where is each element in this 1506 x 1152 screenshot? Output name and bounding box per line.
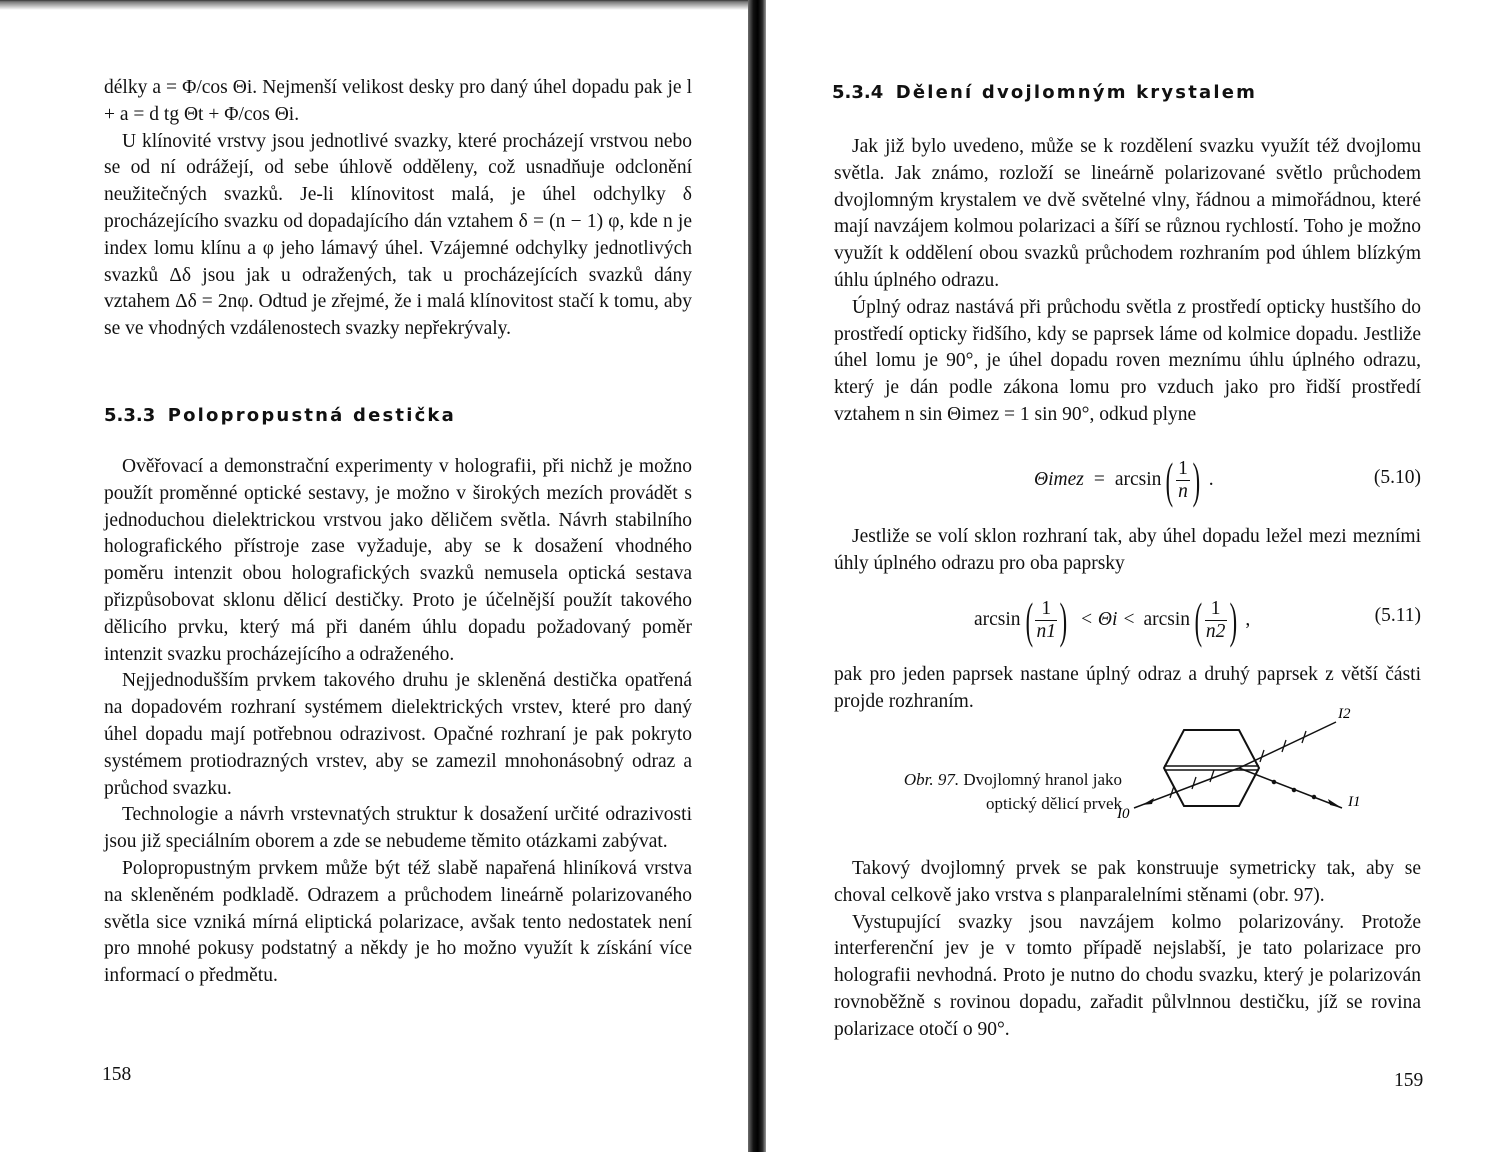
left-paragraph-2: U klínovité vrstvy jsou jednotlivé svazky, které procházejí vrstvou nebo se od ní odrážejí, od sebe úhlově odděleny, což usnadňuje odclonění neužitečných svazků. Je-li klínovitost malá, je úhel odchylky δ procházejícího svazku od dopadajícího dán vztahem δ = (n − 1) φ, kde n je index lomu klínu a φ jeho lámavý úhel. Vzájemné odchylky jednotlivých svazků Δδ jsou jak u odražených, tak u procházejících svazků dány vztahem Δδ = 2nφ. Odtud je zřejmé, že i malá klínovitost stačí k tomu, aby se ve vhodných vzdálenostech svazky nepřekrývaly. — [104, 130, 692, 340]
eq-denominator-1: n1 — [1036, 620, 1056, 642]
birefringent-prism-diagram — [1114, 700, 1414, 830]
label-incident: I0 — [1117, 806, 1130, 822]
figure-caption-label: Obr. 97. — [903, 770, 960, 789]
eq-lhs: Θimez — [1034, 469, 1084, 490]
eq-middle: < Θi < — [1079, 609, 1136, 630]
section-title: Polopropustná destička — [167, 405, 456, 426]
section-title: Dělení dvojlomným krystalem — [895, 82, 1258, 103]
figure-97 — [834, 700, 1421, 830]
eq-fn: arcsin — [1114, 469, 1162, 490]
eq-numerator-1: 1 — [1041, 597, 1052, 619]
left-text-top — [104, 75, 692, 343]
transmitted-arrow-icon — [1328, 799, 1342, 808]
equation-5-10-body: Θimez = arcsin ( $\frac{1}{n}$ ) . — [1034, 452, 1214, 508]
figure-caption — [882, 768, 1122, 816]
right-text-middle — [834, 524, 1421, 578]
section-number: 5.3.3 — [104, 405, 156, 426]
reflected-ray — [1239, 722, 1336, 768]
equation-label-5-10: (5.10) — [1373, 467, 1421, 488]
left-section-paragraph-1: Ověřovací a demonstrační experimenty v holografii, při nichž je možno použít proměnné optické sestavy, je možno v širokých mezích provádět s jednoduchou dielektrickou vrstvou jako děličem světla. Návrh stabilního holografického přístroje zase vyžaduje, aby se k dosažení vhodného poměru intenzit obou holografických svazků nemusela optická sestava přizpůsobovat sklonu dělicí destičky. Proto je účelnější použít takového dělicího prvku, který má při daném úhlu dopadu požadovaný poměr intenzit svazku procházejícího a odraženého. — [104, 456, 692, 665]
right-paragraph-6: Vystupující svazky jsou navzájem kolmo polarizovány. Protože interferenční jev je v tomto případě nejslabší, je tato polarizace pro holografii nevhodná. Proto je nutno do chodu svazku, který je polarizován rovnoběžně s rovinou dopadu, zařadit půlvlnnou destičku, jíž se rovina polarizace otočí o 90°. — [834, 911, 1421, 1040]
eq-numerator: 1 — [1178, 457, 1188, 479]
label-transmitted: I1 — [1348, 794, 1361, 810]
section-heading-5-3-3 — [104, 405, 456, 426]
eq-numerator-2: 1 — [1210, 597, 1221, 619]
left-text-section — [104, 454, 692, 990]
right-paragraph-1: Jak již bylo uvedeno, může se k rozdělení svazku využít též dvojlomu světla. Jak známo, rozloží se lineárně polarizované světlo průchodem dvojlomným krystalem ve dvě světelné vlny, řádnou a mimořádnou, které mají navzájem kolmou polarizaci a šíří se různou rychlostí. Toho je možno využít k oddělení obou svazků průchodem rozhraním pod úhlem blízkým úhlu úplného odrazu. — [834, 136, 1421, 291]
figure-caption-text: Dvojlomný hranol jako optický dělicí prvek — [963, 770, 1122, 813]
left-section-paragraph-2: Nejjednodušším prvkem takového druhu je skleněná destička opatřená na dopadovém rozhraní systémem dielektrických vrstev, které pro daný úhel dopadu mají potřebnou odrazivost. Opačné rozhraní je pak pokryto systémem protiodrazných vrstev, aby se zamezil mnohonásobný odraz a průchod svazku. — [104, 670, 692, 799]
page-number-right: 159 — [1394, 1070, 1424, 1091]
equation-5-11-body: arcsin ( $\frac{1}{n1}$ ) < Θi < arcsin ( $\frac{1}{n2}$ ) , — [974, 592, 1251, 648]
eq-denominator: n — [1178, 480, 1188, 502]
equation-5-11 — [834, 585, 1421, 655]
right-text-intro — [834, 134, 1421, 429]
right-paragraph-2: Úplný odraz nastává při průchodu světla z prostředí opticky hustšího do prostředí opticky řidšího, kdy se paprsek láme od kolmice dopadu. Jestliže úhel lomu je 90°, je úhel dopadu roven meznímu úhlu úplného odrazu, který je dán podle zákona lomu pro vzduch jako pro řidší prostředí vztahem n sin Θimez = 1 sin 90°, odkud plyne — [834, 296, 1421, 425]
page-number-left: 158 — [102, 1064, 132, 1085]
eq-denominator-2: n2 — [1205, 620, 1226, 642]
left-paragraph-1: délky a = Φ/cos Θi. Nejmenší velikost desky pro daný úhel dopadu pak je l + a = d tg Θt + Φ/cos Θi. — [104, 77, 692, 125]
eq-fraction-2 — [1205, 598, 1227, 643]
equation-label-5-11: (5.11) — [1374, 605, 1421, 626]
right-paragraph-3: Jestliže se volí sklon rozhraní tak, aby úhel dopadu ležel mezi mezními úhly úplného odrazu pro oba paprsky — [834, 526, 1421, 574]
right-paragraph-5: Takový dvojlomný prvek se pak konstruuje symetricky tak, aby se choval celkově jako vrstva s planparalelními stěnami (obr. 97). — [834, 858, 1421, 906]
eq-fraction — [1176, 458, 1190, 503]
equation-5-10 — [834, 445, 1421, 515]
book-spine — [748, 0, 766, 1152]
transmitted-ray — [1239, 768, 1342, 808]
left-section-paragraph-4: Polopropustným prvkem může být též slabě napařená hliníková vrstva na skleněném podkladě. Odrazem a průchodem lineárně polarizovaného světla sice vzniká mírná eliptická polarizace, avšak tento nedostatek není pro mnohé pokusy podstatný a někdy je ho možno využít k získání více informací o předmětu. — [104, 857, 692, 987]
eq-fn-2: arcsin — [1143, 609, 1191, 630]
left-section-paragraph-3: Technologie a návrh vrstevnatých struktur k dosažení určité odrazivosti jsou již speciálním oborem a zde se nebudeme těmito otázkami zabývat. — [104, 804, 692, 853]
prism-outline — [1164, 730, 1259, 806]
eq-fraction-1 — [1035, 598, 1057, 643]
right-page — [766, 0, 1506, 1152]
section-heading-5-3-4 — [832, 82, 1257, 103]
left-page — [0, 0, 748, 1152]
right-paragraph-4: pak pro jeden paprsek nastane úplný odraz a druhý paprsek z větší části projde rozhraním. — [834, 664, 1421, 712]
label-reflected: I2 — [1338, 706, 1351, 722]
section-number: 5.3.4 — [832, 82, 884, 103]
eq-fn-1: arcsin — [974, 609, 1021, 630]
right-text-bottom — [834, 856, 1421, 1044]
incident-arrow-icon — [1142, 798, 1154, 805]
